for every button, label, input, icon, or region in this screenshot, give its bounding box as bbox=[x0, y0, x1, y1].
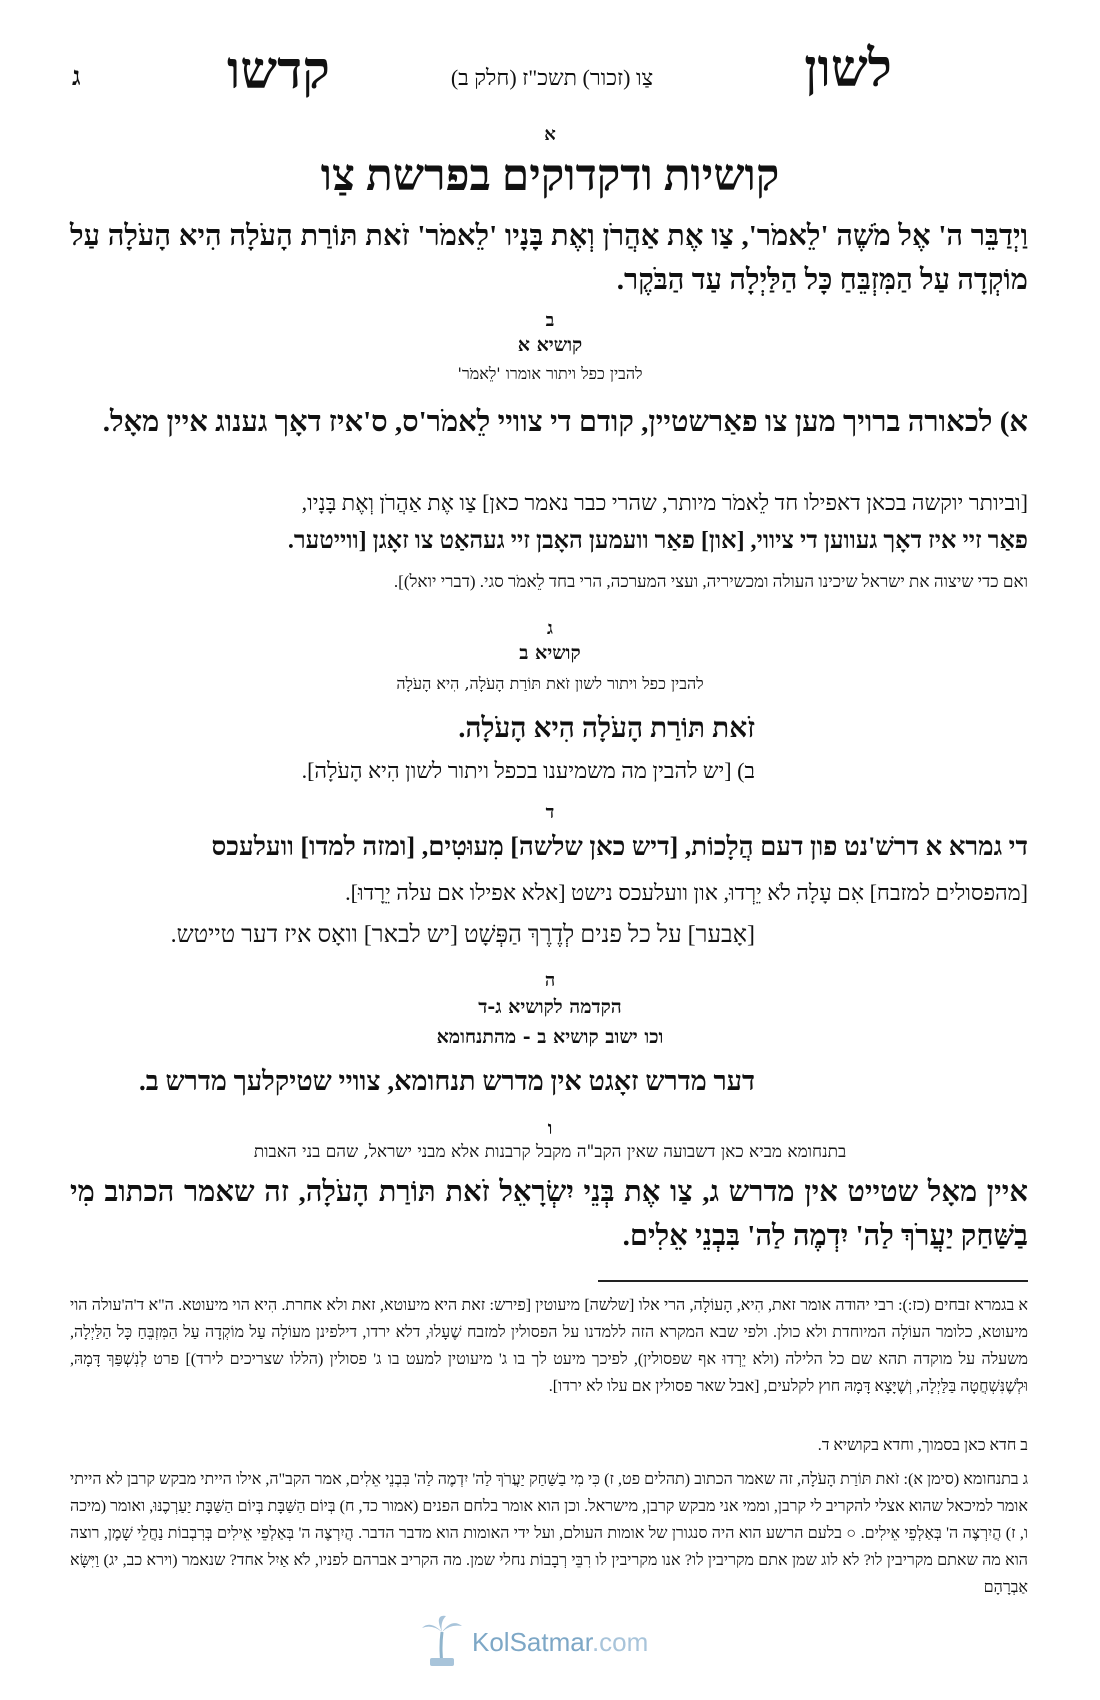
section-c-kushya: קושיא ב bbox=[519, 642, 581, 664]
section-a-title: קושיות ודקדוקים בפרשת צַו bbox=[320, 151, 780, 200]
section-f-sub: בתנחומא מביא כאן דשבועה שאין הקב"ה מקבל קרבנות אלא מבני ישראל, שהם בני האבות bbox=[253, 1142, 847, 1162]
section-a-verse: וַיְדַבֵּר ה' אֶל מֹשֶׁה 'לֵאמֹר', צַו אֶת אַהֲרֹן וְאֶת בָּנָיו 'לֵאמֹר' זֹאת תּוֹרַת הָעֹלָה הִיא הָעֹלָה עַל מוֹקְדָה עַל הַמִּזְבֵּחַ כָּל הַלַּיְלָה עַד הַבֹּקֶר. bbox=[70, 220, 1028, 296]
section-d-line1: די גמרא א דרשׁ'נט פון דעם הֲלָכוֹת, [דיש כאן שלשה] מִעוּטִים, [ומזה למדו] וועלעכס bbox=[211, 832, 1028, 861]
header-title-right: לשון bbox=[804, 41, 892, 98]
watermark-text: KolSatmar.com bbox=[472, 1626, 649, 1657]
palm-tree-logo-icon bbox=[420, 1612, 464, 1672]
section-d-line2: [מהפסולים למזבח] אִם עָלָה לֹא יֵרְדוּ, און וועלעכס נישט [אלא אפילו אם עלה יֵרָדוּ]. bbox=[345, 880, 1028, 905]
section-b-sub: להבין כפל ויתור אומרו 'לֵאמֹר' bbox=[457, 364, 643, 383]
footnote-a: א בגמרא זבחים (כז:): רבי יהודה אומר זאת, הִיא, הָעוֹלָה, הרי אלו [שלשה] מיעוטין [פירש: זאת היא מיעוטא, זאת ולא אחרת. הִיא הוי מיעוטא. ה"א ד'ה'עולה הוי מיעוטא, כלומר העוֹלָה המיוחדת ולא כולן. ולפי שבא המקרא הזה ללמדנו על הפסולין למזבח שֶׁעָלוּ, דלא ירדו, דילפינן מעוֹלָה עַל מוֹקְדָה עַל הַמִּזְבֵּחַ כָּל הַלַּיְלָה, משעלה על מוקדה תהא שם כל הלילה (ולא יֵרְדוּ אף שפסולין), לפיכך מיעט לך בו ג' מיעוטין למעט בו ג' פסולין (הללו שצריכים לירד)] פרט לְנִשְׁפַּךְ דָּמָהּ, וּלְשֶׁנִּשְׁחֲטָה בַּלַּיְלָה, וְשֶׁיָּצָא דָּמָהּ חוץ לקלעים, [אבל שאר פסולין אם עלו לא ירדו]. bbox=[70, 1297, 1028, 1395]
section-b-para1: א) לכאורה ברויך מען צו פאַרשטיין, קודם די צוויי לֵאמֹר'ס, ס'איז דאָך גענוג איין מאָל. bbox=[102, 406, 1028, 438]
section-d-line3: [אָבער] על כל פנים לְדֶרֶךְ הַפְּשָׁט [יש לבאר] וואָס איז דער טייטש. bbox=[170, 922, 755, 948]
header-subtitle: צַו (זכור) תשכ"ז (חלק ב) bbox=[450, 65, 654, 90]
section-c-sub: להבין כפל ויתור לשון זֹאת תּוֹרַת הָעֹלָה, הִיא הָעֹלָה bbox=[396, 674, 704, 693]
footnote-divider bbox=[598, 1280, 1028, 1282]
section-e-line2: וכו ישוב קושיא ב - מהתנחומא bbox=[436, 1026, 664, 1048]
page-letter: ג bbox=[72, 62, 81, 91]
section-b-line2: [וביותר יוקשה בכאן דאפילו חד לֵאמֹר מיותר, שהרי כבר נאמר כאן] צַו אֶת אַהֲרֹן וְאֶת בָּנָיו, bbox=[301, 490, 1028, 515]
section-c-letter: ג bbox=[547, 618, 553, 639]
section-c-para: ב) [יש להבין מה משמיענו בכפל ויתור לשון הִיא הָעֹלָה]. bbox=[301, 758, 755, 783]
section-e-letter: ה bbox=[544, 970, 556, 991]
header-title-left: קדשו bbox=[227, 43, 330, 100]
section-f-letter: ו bbox=[547, 1118, 553, 1139]
section-e-line1: הקדמה לקושיא ג-ד bbox=[478, 996, 622, 1018]
section-d-letter: ד bbox=[545, 802, 555, 823]
section-b-line4: ואם כדי שיצוה את ישראל שיכינו העולה ומכשיריה, ועצי המערכה, הרי בחד לֵאמֹר סגי. (דברי יואל)]. bbox=[393, 572, 1028, 591]
section-e-main: דער מדרש זאָגט אין מדרש תנחומא, צוויי שטיקלעך מדרש ב. bbox=[138, 1066, 755, 1096]
watermark bbox=[420, 1612, 648, 1672]
section-b-letter: ב bbox=[545, 310, 555, 331]
footnote-c: ג בתנחומא (סימן א): זֹאת תּוֹרַת הָעֹלָה, זה שאמר הכתוב (תהלים פט, ז) כִּי מִי בַשַּׁחַק יַעֲרֹךְ לַה' יִדְמֶה לַה' בִּבְנֵי אֵלִים, אמר הקב"ה, אילו הייתי מבקש קרבן לא הייתי אומר למיכאל שהוא אצלי להקריב לי קרבן, וממי אני מבקש קרבן, מישראל. וכן הוא אומר בלחם הפנים (אמור כד, ח) בְּיוֹם הַשַּׁבָּת בְּיוֹם הַשַּׁבָּת יַעַרְכֶנּוּ, ואומר (מיכה ו, ז) הֲיִרְצֶה ה' בְּאַלְפֵי אֵילִים. ○ בלעם הרשע הוא היה סנגורן של אומות העולם, ועל ידי האומות הוא מדבר הדבר. הֲיִרְצֶה ה' בְּאַלְפֵי אֵילִים בְּרִבְבוֹת נַחֲלֵי שָׁמֶן, רוצה הוא מה שאתם מקריבין לו? לא לוג שמן אתם מקריבין לו? אנו מקריבין לו רִבֵּי רְבָבוֹת נחלי שמן. מה הקריב אברהם לפניו, לֹא אַיִל אחד? שנאמר (וירא כב, יג) וַיִּשָּׂא אַבְרָהָם bbox=[70, 1471, 1028, 1596]
section-f-para: איין מאָל שטייט אין מדרש ג, צַו אֶת בְּנֵי יִשְׂרָאֵל זֹאת תּוֹרַת הָעֹלָה, זה שאמר הכתוב מִי בַשַּׁחַק יַעֲרֹךְ לַה' יִדְמֶה לַה' בִּבְנֵי אֵלִים. bbox=[70, 1176, 1028, 1252]
section-b-line3: פאַר זיי איז דאָך געווען די ציווי, [און] פאַר וועמען האָבן זיי געהאַט צו זאָגן [ווייטער. bbox=[287, 528, 1028, 554]
section-a-letter: א bbox=[544, 124, 556, 145]
section-b-kushya: קושיא א bbox=[517, 334, 583, 356]
section-c-verse: זֹאת תּוֹרַת הָעֹלָה הִיא הָעֹלָה. bbox=[458, 713, 755, 744]
footnote-b: ב חדא כאן בסמוך, וחדא בקושיא ד. bbox=[817, 1437, 1028, 1454]
